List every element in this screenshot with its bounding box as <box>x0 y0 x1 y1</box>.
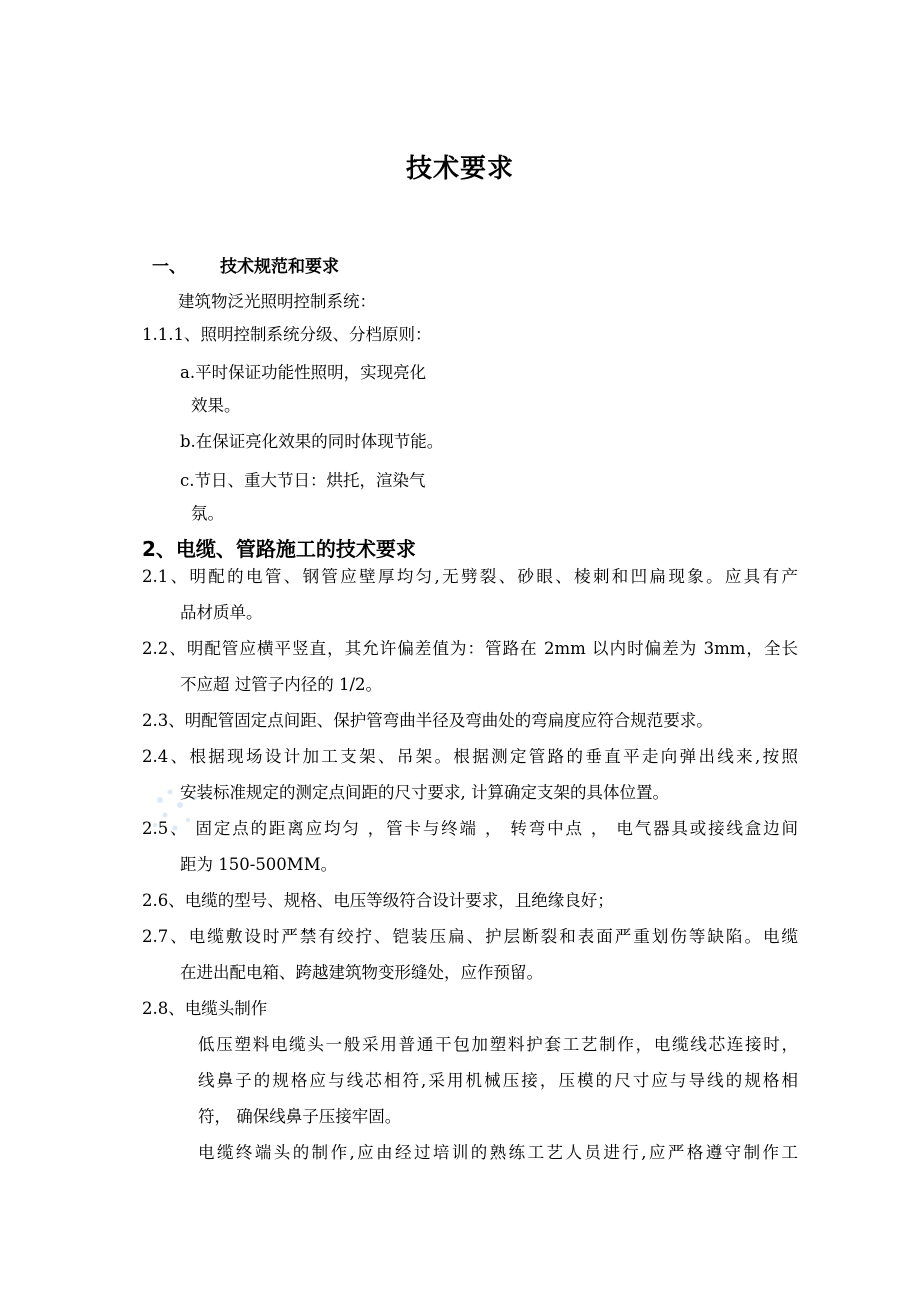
item-a-line2: 效果。 <box>191 396 241 415</box>
item-c-line2: 氛。 <box>191 504 224 523</box>
para-2-5-line2: 距为 150-500MM。 <box>180 855 338 874</box>
para-2-1-line1: 2.1、明配的电管、钢管应壁厚均匀,无劈裂、砂眼、棱刺和凹扁现象。应具有产 <box>142 567 798 586</box>
watermark-icon <box>140 770 210 850</box>
page-title: 技术要求 <box>405 154 514 184</box>
para-2-2-line2: 不应超 过管子内径的 1/2。 <box>180 675 383 694</box>
para-2-5-line1: 2.5、 固定点的距离应均匀 ，管卡与终端 ， 转弯中点 ， 电气器具或接线盒边间 <box>142 819 798 838</box>
para-2-8-line1: 2.8、电缆头制作 <box>142 999 268 1018</box>
para-2-4-line2: 安装标准规定的测定点间距的尺寸要求, 计算确定支架的具体位置。 <box>180 783 669 802</box>
para-2-8-a-line3: 符， 确保线鼻子压接牢固。 <box>198 1107 402 1126</box>
para-2-7-line1: 2.7、电缆敷设时严禁有绞拧、铠装压扁、护层断裂和表面严重划伤等缺陷。电缆 <box>142 927 798 946</box>
section1-intro: 建筑物泛光照明控制系统： <box>178 292 376 311</box>
item-c-line1: c.节日、重大节日：烘托，渲染气 <box>180 471 426 490</box>
section2-heading: 2、电缆、管路施工的技术要求 <box>142 537 416 561</box>
item-b-line1: b.在保证亮化效果的同时体现节能。 <box>180 432 444 451</box>
para-2-4-line1: 2.4、根据现场设计加工支架、吊架。根据测定管路的垂直平走向弹出线来,按照 <box>142 747 798 766</box>
para-2-6-line1: 2.6、电缆的型号、规格、电压等级符合设计要求，且绝缘良好； <box>142 891 614 910</box>
para-2-1-line2: 品材质单。 <box>180 603 263 622</box>
para-2-8-a-line1: 低压塑料电缆头一般采用普通干包加塑料护套工艺制作，电缆线芯连接时， <box>198 1035 798 1054</box>
section1-heading: 技术规范和要求 <box>220 257 339 277</box>
item-1-1-1: 1.1.1、照明控制系统分级、分档原则： <box>142 325 432 344</box>
item-a-line1: a.平时保证功能性照明，实现亮化 <box>180 363 427 382</box>
para-2-3-line1: 2.3、明配管固定点间距、保护管弯曲半径及弯曲处的弯扁度应符合规范要求。 <box>142 711 713 730</box>
para-2-7-line2: 在进出配电箱、跨越建筑物变形缝处，应作预留。 <box>180 963 543 982</box>
section1-number: 一、 <box>152 257 186 277</box>
para-2-8-a-line2: 线鼻子的规格应与线芯相符,采用机械压接，压模的尺寸应与导线的规格相 <box>198 1071 798 1090</box>
para-2-2-line1: 2.2、明配管应横平竖直，其允许偏差值为：管路在 2mm 以内时偏差为 3mm，全长 <box>142 639 798 658</box>
para-2-8-b-line1: 电缆终端头的制作,应由经过培训的熟练工艺人员进行,应严格遵守制作工 <box>198 1143 798 1162</box>
